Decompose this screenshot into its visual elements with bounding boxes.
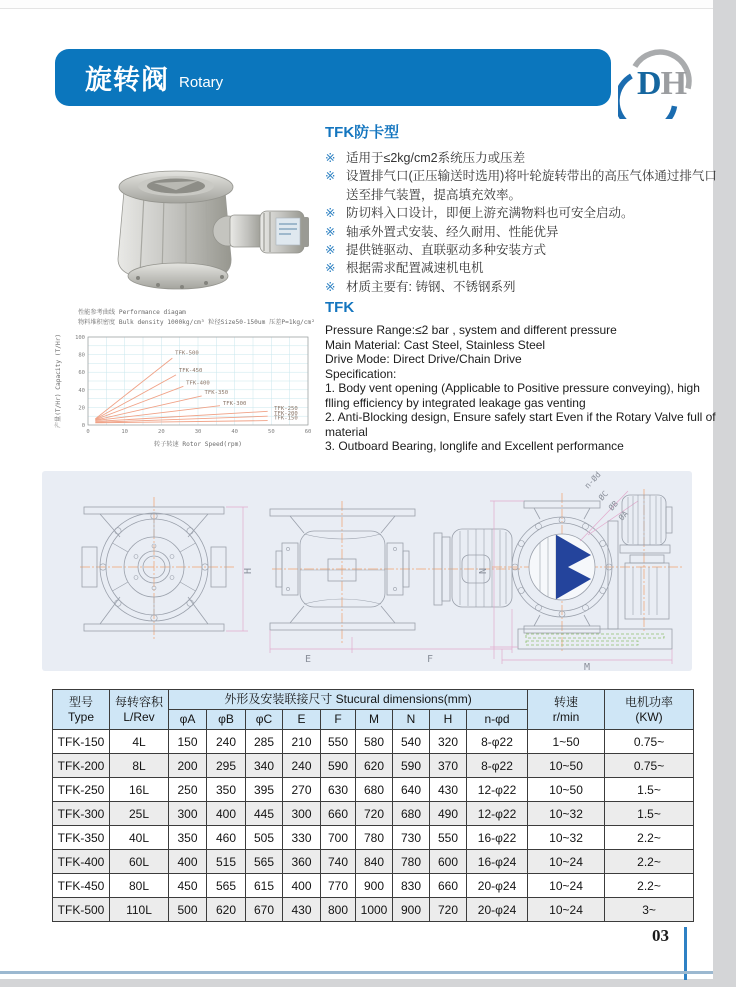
spec-line: Main Material: Cast Steel, Stainless Steel xyxy=(325,337,546,352)
table-cell: 540 xyxy=(393,730,430,754)
svg-text:10: 10 xyxy=(121,429,128,435)
table-cell: 445 xyxy=(246,802,283,826)
table-cell: 10~50 xyxy=(528,778,605,802)
table-cell: 80L xyxy=(110,874,169,898)
table-cell: 730 xyxy=(393,826,430,850)
table-cell: 565 xyxy=(246,850,283,874)
table-cell: 680 xyxy=(393,802,430,826)
table-row xyxy=(53,730,694,754)
dim-label-n: N xyxy=(478,567,489,575)
dim-col-header: M xyxy=(356,710,393,730)
flange-dim-a: ØA xyxy=(616,509,631,523)
table-cell: 8-φ22 xyxy=(467,754,528,778)
feature-item xyxy=(325,149,723,167)
svg-text:60: 60 xyxy=(304,429,312,435)
scan-margin-bottom xyxy=(0,979,736,987)
spec-line: Pressure Range:≤2 bar , system and different pressure xyxy=(325,323,617,337)
svg-text:TFK-300: TFK-300 xyxy=(222,400,247,407)
table-cell: 10~32 xyxy=(528,802,605,826)
table-cell: 490 xyxy=(430,802,467,826)
table-body xyxy=(53,730,694,922)
features-section xyxy=(325,121,723,296)
feature-text: 适用于≤2kg/cm2系统压力或压差 xyxy=(346,151,526,165)
table-cell: 210 xyxy=(283,730,321,754)
table-cell: 370 xyxy=(430,754,467,778)
table-cell: 720 xyxy=(430,898,467,922)
table-cell: 630 xyxy=(321,778,356,802)
table-cell: TFK-350 xyxy=(53,826,110,850)
table-cell: 10~50 xyxy=(528,754,605,778)
page-number: 03 xyxy=(652,926,669,945)
reference-mark-icon: ※ xyxy=(325,206,336,221)
dim-col-header: F xyxy=(321,710,356,730)
table-cell: 780 xyxy=(356,826,393,850)
col-header-speed: 转速 r/min xyxy=(528,690,605,730)
svg-text:TFK-400: TFK-400 xyxy=(186,380,210,387)
flange-dim-nd: n-Ød xyxy=(582,471,603,491)
table-cell: 12-φ22 xyxy=(467,802,528,826)
table-cell: 300 xyxy=(283,802,321,826)
table-cell: 740 xyxy=(321,850,356,874)
flange-dim-b: ØB xyxy=(606,499,621,513)
reference-mark-icon: ※ xyxy=(325,151,336,165)
table-cell: 400 xyxy=(207,802,246,826)
feature-text: 设置排气口(正压输送时选用)将叶轮旋转带出的高压气体通过排气口送至排气装置，提高填充效率。 xyxy=(346,169,717,202)
table-row xyxy=(53,874,694,898)
logo-text: DH xyxy=(637,65,688,102)
feature-text: 提供链驱动、直联驱动多种安装方式 xyxy=(346,242,547,257)
table-cell: TFK-200 xyxy=(53,754,110,778)
table-cell: 780 xyxy=(393,850,430,874)
spec-line: 1. Body vent opening (Applicable to Positive pressure conveying), high flling efficiency by integrated leakage gas venting xyxy=(325,381,700,410)
table-row xyxy=(53,802,694,826)
technical-drawing xyxy=(42,471,692,676)
performance-chart xyxy=(50,303,322,460)
feature-item xyxy=(325,223,723,241)
table-cell: TFK-250 xyxy=(53,778,110,802)
table-cell: 460 xyxy=(207,826,246,850)
svg-text:40: 40 xyxy=(231,429,238,435)
table-row xyxy=(53,850,694,874)
dim-col-header: N xyxy=(393,710,430,730)
spec-line: 2. Anti-Blocking design, Ensure safely start Even if the Rotary Valve full of material xyxy=(325,410,716,439)
table-cell: 60L xyxy=(110,850,169,874)
table-cell: 395 xyxy=(246,778,283,802)
table-cell: 770 xyxy=(321,874,356,898)
specs-section xyxy=(325,299,723,454)
table-cell: 10~24 xyxy=(528,874,605,898)
dim-label-h: H xyxy=(243,567,254,575)
table-cell: 500 xyxy=(169,898,207,922)
table-row xyxy=(53,898,694,922)
table-cell: 1.5~ xyxy=(605,802,694,826)
svg-text:物料堆积密度 Bulk density 1000kg/cm³: 物料堆积密度 Bulk density 1000kg/cm³ 粒径Size50-150um 压差P=1kg/cm² xyxy=(78,319,315,326)
table-cell: 450 xyxy=(169,874,207,898)
feature-text: 根据需求配置减速机电机 xyxy=(346,261,484,276)
feature-item xyxy=(325,259,723,277)
table-cell: 840 xyxy=(356,850,393,874)
table-cell: 590 xyxy=(321,754,356,778)
table-cell: 2.2~ xyxy=(605,826,694,850)
table-cell: 16-φ22 xyxy=(467,826,528,850)
specs-title: TFK xyxy=(325,299,355,316)
table-cell: TFK-500 xyxy=(53,898,110,922)
reference-mark-icon: ※ xyxy=(325,261,336,276)
table-cell: 8-φ22 xyxy=(467,730,528,754)
table-header xyxy=(53,690,694,730)
table-cell: 4L xyxy=(110,730,169,754)
table-cell: 1000 xyxy=(356,898,393,922)
table-cell: 240 xyxy=(207,730,246,754)
reference-mark-icon: ※ xyxy=(325,224,336,239)
svg-text:0: 0 xyxy=(86,429,90,435)
spec-line: 3. Outboard Bearing, longlife and Excellent performance xyxy=(325,439,624,454)
table-cell: 0.75~ xyxy=(605,730,694,754)
feature-text: 轴承外置式安装、经久耐用、性能优异 xyxy=(346,224,559,239)
table-cell: 16L xyxy=(110,778,169,802)
series-line xyxy=(95,358,172,419)
table-cell: 2.2~ xyxy=(605,874,694,898)
dim-label-m: M xyxy=(583,662,591,671)
svg-text:性能参考曲线 Performance diagam: 性能参考曲线 Performance diagam xyxy=(78,309,186,316)
feature-item xyxy=(325,278,723,296)
dim-label-e: E xyxy=(304,654,312,665)
table-row xyxy=(53,778,694,802)
table-cell: 110L xyxy=(110,898,169,922)
table-cell: 720 xyxy=(356,802,393,826)
product-photo xyxy=(58,139,310,308)
table-cell: 2.2~ xyxy=(605,850,694,874)
svg-text:TFK-150: TFK-150 xyxy=(274,415,298,422)
table-cell: 20-φ24 xyxy=(467,874,528,898)
table-cell: 1~50 xyxy=(528,730,605,754)
header-banner xyxy=(55,49,611,106)
performance-chart-svg xyxy=(50,303,322,455)
table-cell: 620 xyxy=(356,754,393,778)
table-cell: 660 xyxy=(430,874,467,898)
table-cell: TFK-450 xyxy=(53,874,110,898)
table-cell: 10~32 xyxy=(528,826,605,850)
svg-text:20: 20 xyxy=(158,429,165,435)
table-cell: 600 xyxy=(430,850,467,874)
table-cell: 550 xyxy=(430,826,467,850)
table-cell: 320 xyxy=(430,730,467,754)
table-cell: 700 xyxy=(321,826,356,850)
features-title: TFK防卡型 xyxy=(325,124,400,141)
table-cell: 680 xyxy=(356,778,393,802)
table-cell: 300 xyxy=(169,802,207,826)
svg-text:30: 30 xyxy=(194,429,202,435)
feature-item xyxy=(325,241,723,259)
table-cell: 515 xyxy=(207,850,246,874)
table-cell: 40L xyxy=(110,826,169,850)
table-cell: 1.5~ xyxy=(605,778,694,802)
table-cell: 350 xyxy=(169,826,207,850)
table-cell: 550 xyxy=(321,730,356,754)
table-cell: 330 xyxy=(283,826,321,850)
feature-text: 材质主要有: 铸钢、不锈钢系列 xyxy=(346,279,516,294)
flange-dim-c: ØC xyxy=(596,489,611,503)
table-row xyxy=(53,754,694,778)
dim-col-header: φC xyxy=(246,710,283,730)
table-cell: 615 xyxy=(246,874,283,898)
table-row xyxy=(53,826,694,850)
table-cell: 640 xyxy=(393,778,430,802)
svg-text:TFK-250: TFK-250 xyxy=(274,406,298,413)
col-header-type: 型号 Type xyxy=(53,690,110,730)
table-cell: 12-φ22 xyxy=(467,778,528,802)
feature-text: 防切料入口设计，即便上游充满物料也可安全启动。 xyxy=(346,206,634,221)
table-cell: 240 xyxy=(283,754,321,778)
table-cell: 400 xyxy=(169,850,207,874)
table-cell: 400 xyxy=(283,874,321,898)
table-cell: 800 xyxy=(321,898,356,922)
reference-mark-icon: ※ xyxy=(325,169,336,184)
table-cell: 10~24 xyxy=(528,850,605,874)
svg-text:TFK-350: TFK-350 xyxy=(204,390,229,397)
svg-text:50: 50 xyxy=(268,429,275,435)
table-cell: 10~24 xyxy=(528,898,605,922)
dim-col-header: n-φd xyxy=(467,710,528,730)
svg-text:TFK-200: TFK-200 xyxy=(274,410,298,417)
dh-logo xyxy=(618,43,704,124)
spec-lines xyxy=(325,323,723,454)
feature-item xyxy=(325,204,723,222)
table-cell: 295 xyxy=(207,754,246,778)
table-cell: 350 xyxy=(207,778,246,802)
technical-drawing-svg xyxy=(42,471,692,671)
spec-line: Drive Mode: Direct Drive/Chain Drive xyxy=(325,352,522,367)
table-cell: 360 xyxy=(283,850,321,874)
feature-item xyxy=(325,167,723,204)
table-cell: 340 xyxy=(246,754,283,778)
table-cell: 250 xyxy=(169,778,207,802)
table-cell: 620 xyxy=(207,898,246,922)
dim-col-header: φA xyxy=(169,710,207,730)
spec-table xyxy=(52,689,694,922)
reference-mark-icon: ※ xyxy=(325,279,336,294)
table-cell: 430 xyxy=(283,898,321,922)
table-cell: 565 xyxy=(207,874,246,898)
table-cell: 3~ xyxy=(605,898,694,922)
dim-label-f: F xyxy=(426,654,434,665)
table-cell: TFK-300 xyxy=(53,802,110,826)
table-cell: 900 xyxy=(393,898,430,922)
table-cell: 25L xyxy=(110,802,169,826)
dim-col-header: E xyxy=(283,710,321,730)
dh-logo-svg xyxy=(618,43,704,119)
spec-line: Specification: xyxy=(325,366,397,381)
svg-text:20: 20 xyxy=(78,405,85,412)
col-header-power: 电机功率 (KW) xyxy=(605,690,694,730)
table-cell: 430 xyxy=(430,778,467,802)
footer-rule xyxy=(0,971,713,974)
svg-text:60: 60 xyxy=(78,370,85,377)
table-cell: 285 xyxy=(246,730,283,754)
svg-text:TFK-450: TFK-450 xyxy=(178,368,203,375)
svg-text:转子转速 Rotor Speed(rpm): 转子转速 Rotor Speed(rpm) xyxy=(153,441,243,448)
feature-list xyxy=(325,149,723,296)
table-cell: TFK-150 xyxy=(53,730,110,754)
reference-mark-icon: ※ xyxy=(325,242,336,257)
svg-text:产量(T/Hr) Capacity (T/Hr): 产量(T/Hr) Capacity (T/Hr) xyxy=(55,333,62,429)
product-photo-illustration xyxy=(58,139,310,303)
catalog-page xyxy=(0,8,717,979)
svg-text:80: 80 xyxy=(78,352,85,359)
page-title: 旋转阀 xyxy=(85,65,169,95)
table-cell: 580 xyxy=(356,730,393,754)
table-cell: 16-φ24 xyxy=(467,850,528,874)
col-header-dimensions: 外形及安装联接尺寸 Stucural dimensions(mm) xyxy=(169,690,528,710)
dim-col-header: φB xyxy=(207,710,246,730)
svg-text:40: 40 xyxy=(78,387,85,394)
table-cell: TFK-400 xyxy=(53,850,110,874)
table-cell: 0.75~ xyxy=(605,754,694,778)
table-cell: 270 xyxy=(283,778,321,802)
table-cell: 150 xyxy=(169,730,207,754)
col-header-volume: 每转容积 L/Rev xyxy=(110,690,169,730)
svg-text:TFK-500: TFK-500 xyxy=(175,350,199,357)
svg-text:100: 100 xyxy=(75,335,85,341)
svg-text:0: 0 xyxy=(81,423,85,429)
table-cell: 200 xyxy=(169,754,207,778)
table-cell: 590 xyxy=(393,754,430,778)
table-cell: 830 xyxy=(393,874,430,898)
dim-col-header: H xyxy=(430,710,467,730)
table-cell: 8L xyxy=(110,754,169,778)
table-cell: 670 xyxy=(246,898,283,922)
table-cell: 20-φ24 xyxy=(467,898,528,922)
table-cell: 660 xyxy=(321,802,356,826)
table-cell: 505 xyxy=(246,826,283,850)
table-cell: 900 xyxy=(356,874,393,898)
page-title-en: Rotary xyxy=(179,74,224,91)
